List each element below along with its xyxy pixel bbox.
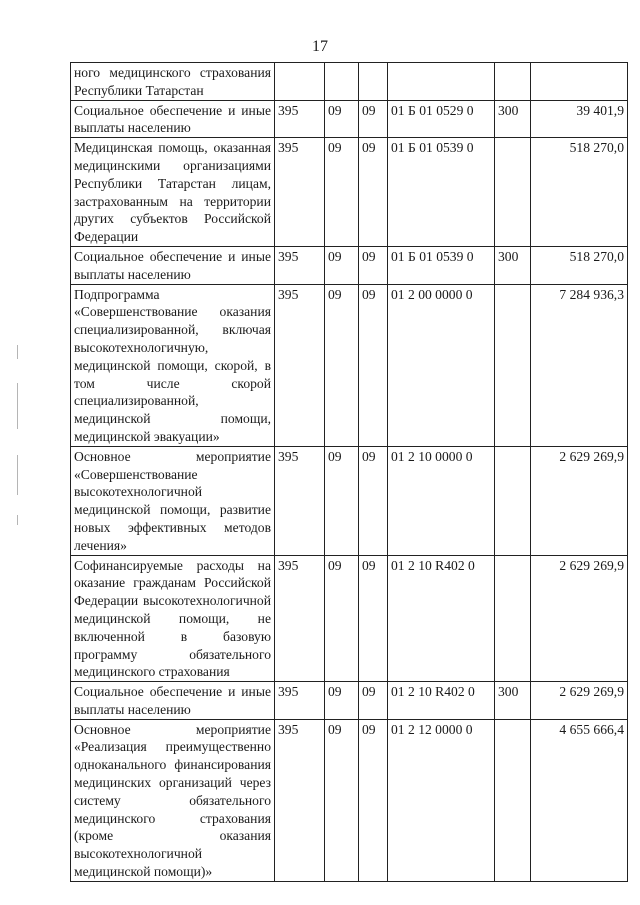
expense-type-cell: 300 — [495, 682, 531, 720]
target-article-cell: 01 2 10 0000 0 — [388, 446, 495, 555]
ministry-code-cell: 395 — [275, 138, 325, 247]
row-name-cell: Подпрограмма «Совершенствование оказания специализированной, включая высокотехнологичную, медицинской помощи, скорой, в том числе скорой специализированной, медицинской помощи, медицинской эвакуации» — [71, 284, 275, 446]
target-article-cell: 01 Б 01 0539 0 — [388, 246, 495, 284]
target-article-cell: 01 Б 01 0539 0 — [388, 138, 495, 247]
amount-cell: 2 629 269,9 — [531, 446, 628, 555]
row-name-cell: ного медицинского страхования Республики Татарстан — [71, 63, 275, 101]
section-code-cell: 09 — [325, 446, 359, 555]
expense-type-cell — [495, 555, 531, 682]
expense-type-cell — [495, 284, 531, 446]
ministry-code-cell: 395 — [275, 100, 325, 138]
expense-type-cell — [495, 138, 531, 247]
row-name-cell: Медицинская помощь, оказанная медицинскими организациями Республики Татарстан лицам, застрахованным на территории других субъектов Российской Федерации — [71, 138, 275, 247]
amount-cell: 518 270,0 — [531, 246, 628, 284]
table-row — [71, 246, 628, 284]
subsection-code-cell: 09 — [359, 446, 388, 555]
expense-type-cell — [495, 63, 531, 101]
target-article-cell: 01 2 10 R402 0 — [388, 555, 495, 682]
section-code-cell: 09 — [325, 100, 359, 138]
target-article-cell — [388, 63, 495, 101]
table-row — [71, 63, 628, 101]
amount-cell: 7 284 936,3 — [531, 284, 628, 446]
table-row — [71, 138, 628, 247]
table-row — [71, 446, 628, 555]
target-article-cell: 01 2 10 R402 0 — [388, 682, 495, 720]
section-code-cell: 09 — [325, 138, 359, 247]
ministry-code-cell: 395 — [275, 719, 325, 881]
row-name-cell: Социальное обеспечение и иные выплаты населению — [71, 100, 275, 138]
table-row — [71, 719, 628, 881]
ministry-code-cell: 395 — [275, 682, 325, 720]
subsection-code-cell: 09 — [359, 682, 388, 720]
ministry-code-cell: 395 — [275, 555, 325, 682]
ministry-code-cell: 395 — [275, 446, 325, 555]
target-article-cell: 01 2 12 0000 0 — [388, 719, 495, 881]
section-code-cell: 09 — [325, 682, 359, 720]
amount-cell: 518 270,0 — [531, 138, 628, 247]
ministry-code-cell — [275, 63, 325, 101]
row-name-cell: Основное мероприятие «Совершенствование высокотехнологичной медицинской помощи, развитие новых эффективных методов лечения» — [71, 446, 275, 555]
row-name-cell: Социальное обеспечение и иные выплаты населению — [71, 246, 275, 284]
amount-cell: 4 655 666,4 — [531, 719, 628, 881]
row-name-cell: Софинансируемые расходы на оказание гражданам Российской Федерации высокотехнологичной медицинской помощи, не включенной в базовую программу обязательного медицинского страхования — [71, 555, 275, 682]
subsection-code-cell: 09 — [359, 555, 388, 682]
target-article-cell: 01 Б 01 0529 0 — [388, 100, 495, 138]
expense-type-cell: 300 — [495, 100, 531, 138]
subsection-code-cell — [359, 63, 388, 101]
section-code-cell: 09 — [325, 555, 359, 682]
row-name-cell: Социальное обеспечение и иные выплаты населению — [71, 682, 275, 720]
section-code-cell: 09 — [325, 719, 359, 881]
expense-type-cell — [495, 446, 531, 555]
target-article-cell: 01 2 00 0000 0 — [388, 284, 495, 446]
subsection-code-cell: 09 — [359, 246, 388, 284]
subsection-code-cell: 09 — [359, 719, 388, 881]
amount-cell: 39 401,9 — [531, 100, 628, 138]
ministry-code-cell: 395 — [275, 284, 325, 446]
amount-cell: 2 629 269,9 — [531, 682, 628, 720]
table-row — [71, 682, 628, 720]
subsection-code-cell: 09 — [359, 284, 388, 446]
amount-cell — [531, 63, 628, 101]
table-row — [71, 100, 628, 138]
row-name-cell: Основное мероприятие «Реализация преимущественно одноканального финансирования медицинских организаций через систему обязательного медицинского страхования (кроме оказания высокотехнологичной медицинской помощи)» — [71, 719, 275, 881]
section-code-cell: 09 — [325, 246, 359, 284]
table-row — [71, 555, 628, 682]
amount-cell: 2 629 269,9 — [531, 555, 628, 682]
expense-type-cell: 300 — [495, 246, 531, 284]
margin-marks — [15, 345, 21, 555]
subsection-code-cell: 09 — [359, 100, 388, 138]
budget-table — [70, 62, 628, 882]
section-code-cell — [325, 63, 359, 101]
expense-type-cell — [495, 719, 531, 881]
table-row — [71, 284, 628, 446]
table-body — [71, 63, 628, 882]
page-number: 17 — [312, 38, 328, 55]
section-code-cell: 09 — [325, 284, 359, 446]
subsection-code-cell: 09 — [359, 138, 388, 247]
ministry-code-cell: 395 — [275, 246, 325, 284]
